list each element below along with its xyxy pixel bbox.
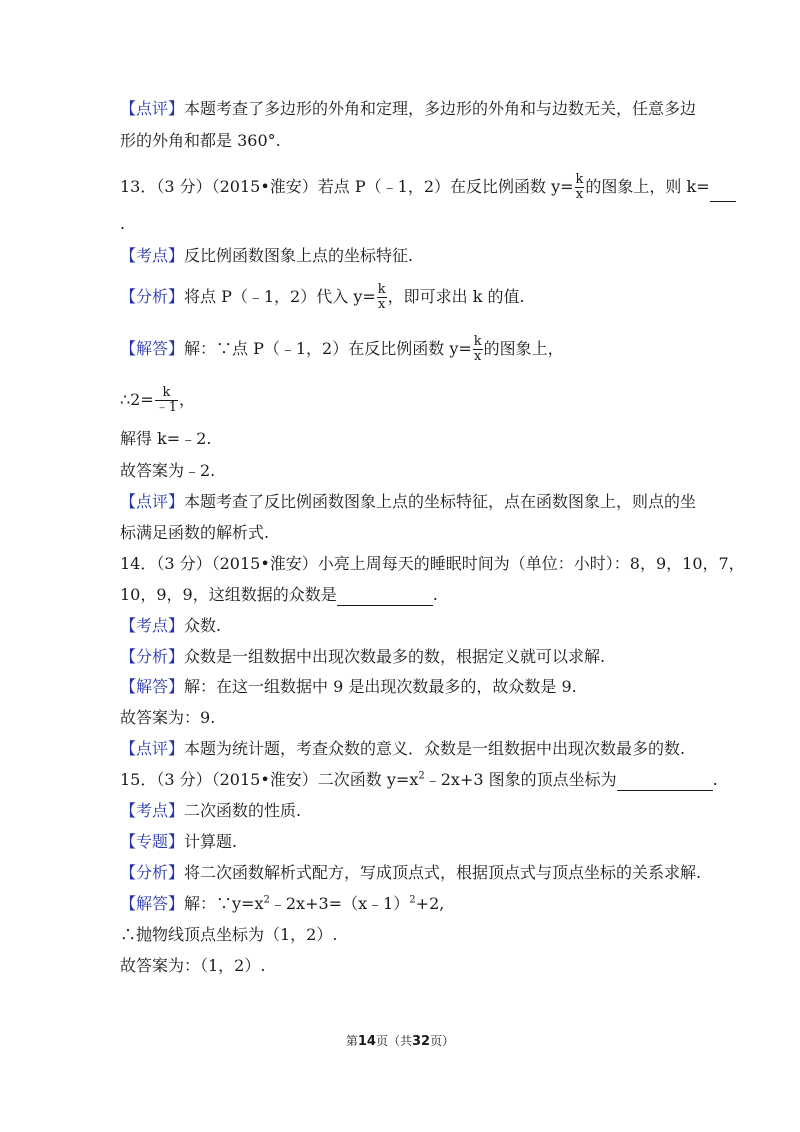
superscript-2: 2 xyxy=(409,894,416,906)
q13-step2 xyxy=(120,428,690,450)
fraction-denominator: ﹣1 xyxy=(155,400,178,415)
q13-jieda xyxy=(120,335,690,364)
q15-fenxi-text: 将二次函数解析式配方，写成顶点式，根据顶点式与顶点坐标的关系求解. xyxy=(184,863,702,882)
q15-step1 xyxy=(120,924,690,946)
q13-comment-text-2: 标满足函数的解析式. xyxy=(120,523,270,542)
jieda-tag: 【解答】 xyxy=(120,339,185,358)
q14-comment-text: 本题为统计题，考查众数的意义．众数是一组数据中出现次数最多的数. xyxy=(184,739,686,758)
kaodian-tag: 【考点】 xyxy=(120,616,185,635)
q13-comment-text-1: 本题考查了反比例函数图象上点的坐标特征，点在函数图象上，则点的坐 xyxy=(184,492,697,511)
q14-fenxi-text: 众数是一组数据中出现次数最多的数，根据定义就可以求解. xyxy=(184,647,606,666)
jieda-tag: 【解答】 xyxy=(120,894,185,913)
q14-answer xyxy=(120,707,690,729)
q13-answer-text: 故答案为﹣2. xyxy=(120,461,216,480)
fenxi-tag: 【分析】 xyxy=(120,647,185,666)
footer-pre: 第 xyxy=(345,1034,358,1048)
q14-kaodian-text: 众数. xyxy=(184,616,222,635)
fraction-k-over-x xyxy=(377,283,387,312)
answer-blank xyxy=(617,774,713,791)
fraction-denominator: x xyxy=(378,297,386,312)
q14-stem-line-2 xyxy=(120,584,690,606)
q13-stem-end-text: . xyxy=(120,214,126,233)
q14-jieda-text: 解：在这一组数据中 9 是出现次数最多的，故众数是 9. xyxy=(184,677,577,696)
q14-stem-text-2: 10，9，9，这组数据的众数是 xyxy=(120,585,337,604)
fraction-numerator: k xyxy=(377,282,386,297)
prev-comment-line-1 xyxy=(120,98,697,120)
prev-comment-text-2: 形的外角和都是 360°. xyxy=(120,131,281,150)
q13-jieda-post: 的图象上， xyxy=(483,339,564,358)
q14-comment xyxy=(120,738,690,760)
q13-fenxi-pre: 将点 P（﹣1，2）代入 y= xyxy=(184,287,376,306)
fraction-numerator: k xyxy=(575,172,584,187)
q14-answer-text: 故答案为：9. xyxy=(120,708,216,727)
q13-stem xyxy=(120,172,710,202)
q14-jieda xyxy=(120,676,690,698)
q15-zhuanti-text: 计算题. xyxy=(184,832,238,851)
q15-jieda-mid: ﹣2x+3=（x﹣1） xyxy=(269,894,410,913)
fraction-denominator: x xyxy=(575,187,584,202)
q13-stem-end xyxy=(120,213,690,235)
q14-kaodian xyxy=(120,615,690,637)
q15-step1-text: ∴抛物线顶点坐标为（1，2）. xyxy=(120,925,338,944)
fraction-k-over-x xyxy=(575,173,585,202)
q15-jieda xyxy=(120,893,690,915)
q15-jieda-post: +2, xyxy=(415,894,445,913)
fraction-numerator: k xyxy=(473,334,482,349)
fraction-numerator: k xyxy=(155,386,178,401)
q13-comment-line-1 xyxy=(120,491,697,513)
q13-kaodian xyxy=(120,245,690,267)
fraction-k-over-x xyxy=(473,335,483,364)
kaodian-tag: 【考点】 xyxy=(120,246,185,265)
fenxi-tag: 【分析】 xyxy=(120,863,185,882)
q15-stem-mid: ﹣2x+3 图象的顶点坐标为 xyxy=(424,770,617,789)
q15-stem xyxy=(120,769,718,791)
q15-stem-end: . xyxy=(712,770,718,789)
footer-mid: 页（共 xyxy=(375,1034,412,1048)
jieda-tag: 【解答】 xyxy=(120,677,185,696)
q13-answer xyxy=(120,460,690,482)
q13-stem-post: 的图象上，则 k= xyxy=(585,177,710,196)
fenxi-tag: 【分析】 xyxy=(120,287,185,306)
q15-answer-text: 故答案为：（1，2）. xyxy=(120,956,266,975)
total-page-number: 32 xyxy=(412,1034,431,1049)
q13-fenxi xyxy=(120,283,690,312)
dianping-tag: 【点评】 xyxy=(120,492,185,511)
q14-fenxi xyxy=(120,646,690,668)
kaodian-tag: 【考点】 xyxy=(120,801,185,820)
q15-kaodian xyxy=(120,800,690,822)
q13-jieda-pre: 解：∵点 P（﹣1，2）在反比例函数 y= xyxy=(184,339,472,358)
q13-kaodian-text: 反比例函数图象上点的坐标特征. xyxy=(184,246,414,265)
q15-fenxi xyxy=(120,862,702,884)
prev-comment-line-2 xyxy=(120,130,690,152)
q15-zhuanti xyxy=(120,831,690,853)
q13-comment-line-2 xyxy=(120,522,690,544)
q13-step1-post: ， xyxy=(179,390,196,409)
current-page-number: 14 xyxy=(357,1034,376,1049)
q14-stem-line-1 xyxy=(120,553,745,575)
q13-stem-pre: 13．（3 分）（2015•淮安）若点 P（﹣1，2）在反比例函数 y= xyxy=(120,177,574,196)
fraction-k-over-neg1 xyxy=(155,386,178,415)
zhuanti-tag: 【专题】 xyxy=(120,832,185,851)
superscript-2: 2 xyxy=(418,770,425,782)
q15-kaodian-text: 二次函数的性质. xyxy=(184,801,302,820)
q15-jieda-pre: 解：∵y=x xyxy=(184,894,264,913)
q13-step2-text: 解得 k=﹣2. xyxy=(120,429,212,448)
fraction-denominator: x xyxy=(474,349,482,364)
q13-step1 xyxy=(120,386,690,415)
q15-answer xyxy=(120,955,690,977)
dianping-tag: 【点评】 xyxy=(120,739,185,758)
q14-stem-end: . xyxy=(432,585,438,604)
q14-stem-text-1: 14．（3 分）（2015•淮安）小亮上周每天的睡眠时间为（单位：小时）：8，9，10，7， xyxy=(120,554,745,573)
footer-post: 页） xyxy=(430,1034,455,1048)
prev-comment-text-1: 本题考查了多边形的外角和定理，多边形的外角和与边数无关，任意多边 xyxy=(184,99,697,118)
q13-fenxi-post: ，即可求出 k 的值. xyxy=(387,287,525,306)
q15-stem-pre: 15．（3 分）（2015•淮安）二次函数 y=x xyxy=(120,770,419,789)
superscript-2: 2 xyxy=(263,894,270,906)
answer-blank xyxy=(337,589,433,606)
dianping-tag: 【点评】 xyxy=(120,99,185,118)
page-footer xyxy=(0,1032,800,1049)
q13-step1-pre: ∴2= xyxy=(120,390,154,409)
answer-blank xyxy=(710,185,736,202)
